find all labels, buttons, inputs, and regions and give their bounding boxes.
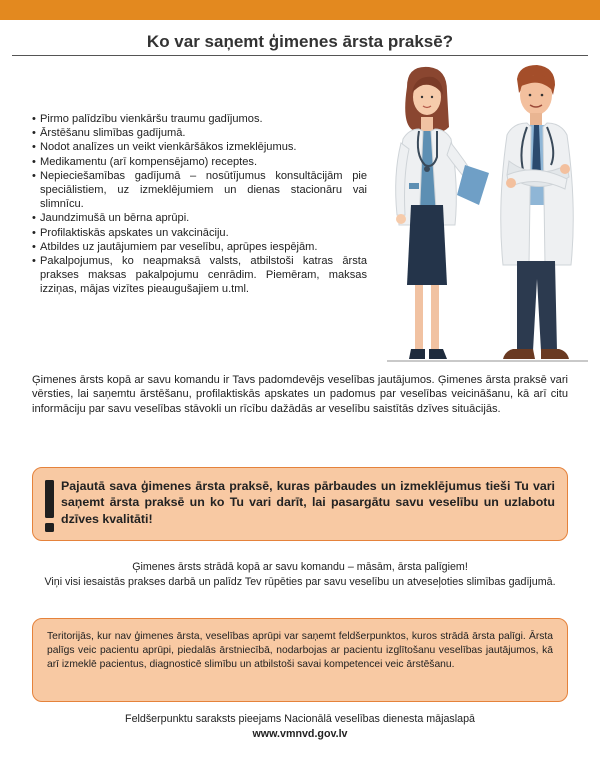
footer [20, 712, 580, 742]
callout-text: Pajautā sava ģimenes ārsta praksē, kuras pārbaudes un izmeklējumus tieši Tu vari saņemt ārsta praksē un ko Tu vari darīt, lai pasargātu savu veselību un uzlabotu dzīves kvalitāti! [61, 479, 555, 526]
services-list [32, 112, 367, 297]
doctors-illustration [385, 65, 590, 370]
list-item: • Atbildes uz jautājumiem par veselību, aprūpes iespējām. [32, 240, 367, 254]
footer-text: Feldšerpunktu saraksts pieejams Nacionālā veselības dienesta mājaslapā [125, 713, 475, 725]
feldsher-info-text: Teritorijās, kur nav ģimenes ārsta, veselības aprūpi var saņemt feldšerpunktos, kuros strādā ārsta palīgi. Ārsta palīgs veic pacientu aprūpi, piedalās ārstniecībā, nodarbojas ar pacientu izglītošanu veselības jautājumos, kā arī izmeklē pacientus, diagnosticē slimību un atbilstoši savai kompetencei veic ārstēšanu. [47, 631, 553, 670]
top-accent-bar [0, 0, 600, 20]
intro-paragraph: Ģimenes ārsts kopā ar savu komandu ir Tavs padomdevējs veselības jautājumos. Ģimenes ārsta praksē vari vērsties, lai saņemtu ārstēšanu, profilaktiskās apskates un padomus par veselības veicināšanu, kā arī citu informāciju par savu veselības stāvokli un rīcību dažādās ar veselību saistītās dzīves situācijās. [32, 374, 568, 415]
male-doctor-figure [501, 65, 574, 359]
title-rule [12, 31, 588, 56]
list-item: • Nodot analīzes un veikt vienkāršākos izmeklējumus. [32, 140, 367, 154]
footer-link[interactable]: www.vmnvd.gov.lv [252, 728, 348, 740]
list-item: • Nepieciešamības gadījumā – nosūtījumus konsultācijām pie speciālistiem, uz izmeklējumiem un dienas stacionāru vai slimnīcu. [32, 169, 367, 212]
team-note [20, 560, 580, 590]
feldsher-info-box [32, 618, 568, 702]
list-item: • Profilaktiskās apskates un vakcināciju. [32, 226, 367, 240]
list-item: • Ārstēšanu slimības gadījumā. [32, 126, 367, 140]
page-title: Ko var saņemt ģimenes ārsta praksē? [146, 32, 454, 51]
list-item: • Jaundzimušā un bērna aprūpi. [32, 211, 367, 225]
team-note-line1: Ģimenes ārsts strādā kopā ar savu komandu – māsām, ārsta palīgiem! [132, 561, 468, 573]
exclamation-icon [45, 480, 54, 532]
team-note-line2: Viņi visi iesaistās prakses darbā un palīdz Tev rūpēties par savu veselību un atveseļoties slimības gadījumā. [44, 576, 556, 588]
list-item: • Pirmo palīdzību vienkāršu traumu gadījumos. [32, 112, 367, 126]
list-item: • Pakalpojumus, ko neapmaksā valsts, atbilstoši katras ārsta prakses maksas pakalpojumu cenrādim. Piemēram, maksas izziņas, mājas vizītes pieaugušajiem u.tml. [32, 254, 367, 297]
list-item: • Medikamentu (arī kompensējamo) receptes. [32, 155, 367, 169]
callout-box [32, 467, 568, 541]
female-doctor-figure [396, 67, 489, 359]
